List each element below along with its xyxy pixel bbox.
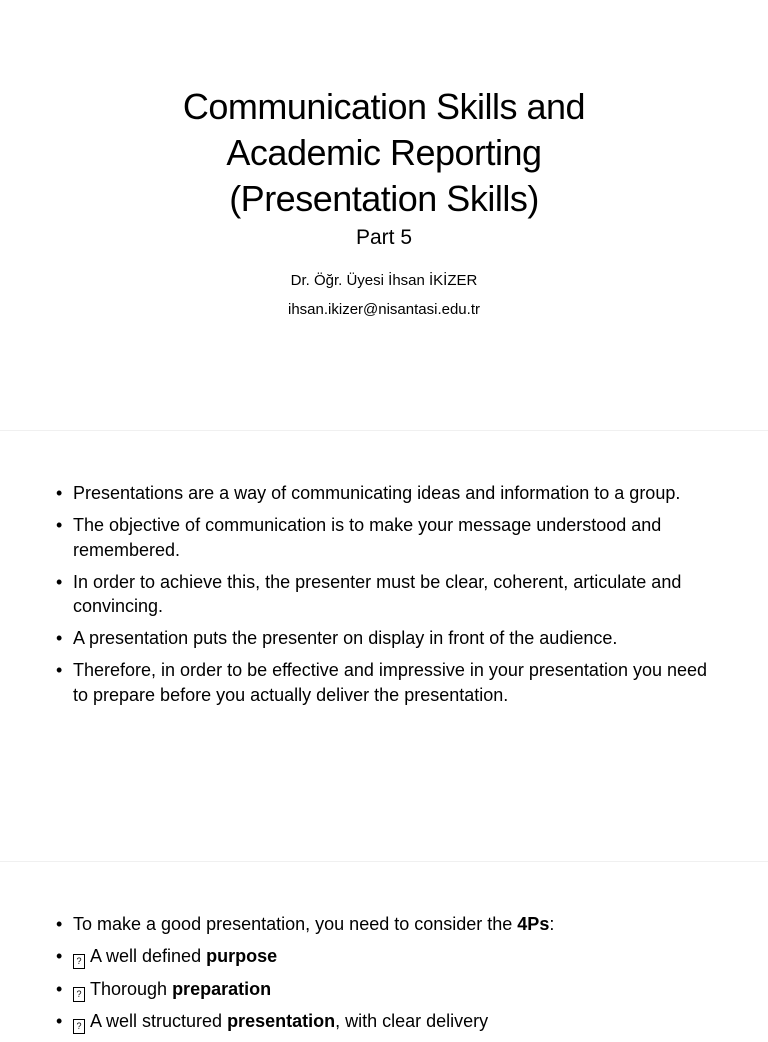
bullet-dot: •	[56, 660, 63, 680]
missing-glyph-icon: ?	[73, 987, 85, 1002]
intro-bullet-list	[56, 481, 716, 715]
bullet-item	[56, 912, 716, 937]
bullet-dot: •	[56, 571, 63, 592]
bullet-dot: •	[56, 483, 63, 503]
bullet-text: A well defined	[90, 946, 207, 966]
slide-subtitle: Part 5	[355, 226, 413, 249]
missing-glyph-icon: ?	[73, 1019, 85, 1034]
bullet-text: In order to achieve this, the presenter must be clear, coherent, articulate and convincing.	[73, 571, 682, 616]
missing-glyph-icon: ?	[73, 954, 85, 969]
bullet-text-end: :	[549, 914, 555, 934]
slide-title	[0, 84, 768, 222]
bullet-text: Thorough	[90, 978, 173, 999]
title-slide	[0, 0, 768, 430]
author-email: ihsan.ikizer@nisantasi.edu.tr	[288, 301, 480, 318]
four-ps-slide	[0, 862, 768, 1031]
bullet-bold-text: 4Ps	[517, 914, 550, 934]
bullet-dot: •	[56, 1011, 63, 1031]
bullet-item	[56, 481, 716, 506]
bullet-item	[56, 513, 716, 562]
bullet-text: Therefore, in order to be effective and impressive in your presentation you need to prepare before you actually deliver the presentation.	[73, 660, 708, 705]
bullet-dot: •	[56, 978, 63, 999]
bullet-item	[56, 658, 716, 707]
bullet-text-end: , with clear delivery	[335, 1011, 489, 1031]
bullet-bold-text: preparation	[172, 978, 272, 999]
bullet-text: The objective of communication is to make your message understood and remembered.	[73, 515, 662, 560]
four-ps-bullet-list	[56, 912, 716, 1042]
bullet-bold-text: purpose	[206, 946, 278, 966]
bullet-text: A well structured	[90, 1011, 228, 1031]
bullet-dot: •	[56, 628, 63, 648]
bullet-item	[56, 626, 716, 651]
bullet-bold-text: presentation	[227, 1011, 336, 1031]
bullet-dot: •	[56, 914, 63, 934]
bullet-item	[56, 977, 716, 1002]
intro-slide	[0, 431, 768, 861]
title-line-2: Academic Reporting	[226, 132, 542, 173]
bullet-text: To make a good presentation, you need to consider the	[73, 914, 518, 934]
title-line-1: Communication Skills and	[182, 86, 586, 127]
bullet-dot: •	[56, 946, 63, 966]
bullet-dot: •	[56, 515, 63, 535]
bullet-item	[56, 1009, 716, 1034]
title-line-3: (Presentation Skills)	[229, 178, 539, 219]
bullet-item	[56, 570, 716, 619]
bullet-text: A presentation puts the presenter on display in front of the audience.	[73, 628, 618, 648]
bullet-item	[56, 944, 716, 969]
author-name: Dr. Öğr. Üyesi İhsan İKİZER	[290, 272, 478, 289]
bullet-text: Presentations are a way of communicating ideas and information to a group.	[73, 483, 681, 503]
